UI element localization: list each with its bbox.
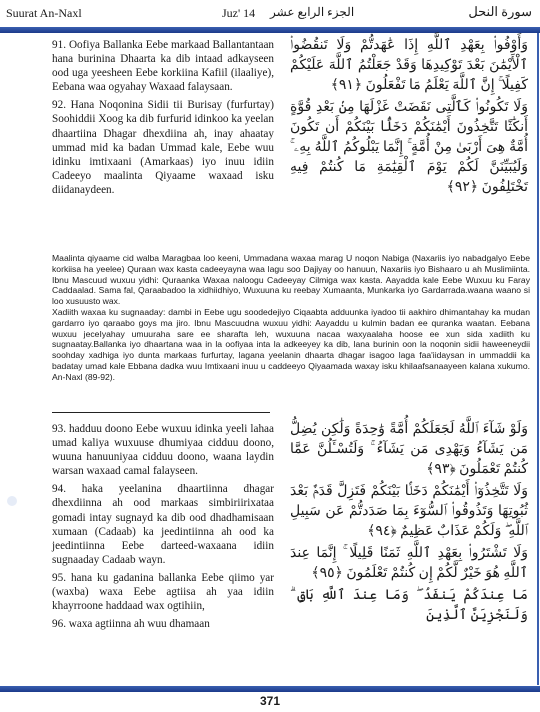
verse-96-translation: 96. waxa agtiinna ah wuu dhamaan <box>52 618 210 631</box>
commentary <box>52 253 530 383</box>
translation-block-top <box>52 38 274 201</box>
verse-96-arabic: مَا عِندَكُمْ يَنفَدُ ۖ وَمَا عِندَ ٱللَّهِ بَاقٍ ۗ وَلَنَجْزِيَنَّ ٱلَّذِينَ <box>290 588 528 623</box>
surah-name: Suurat An-Naxl <box>6 6 82 20</box>
surah-name-arabic: سورة النحل <box>468 4 532 19</box>
verse-93-arabic: وَلَوْ شَآءَ ٱللَّهُ لَجَعَلَكُمْ أُمَّةً وَٰحِدَةً وَلَٰكِن يُضِلُّ مَن يَشَآءُ وَيَهْدِى مَن يَشَآءُ ۚ وَلَتُسْـَٔلُنَّ عَمَّا كُنتُمْ تَعْمَلُونَ ﴿٩٣﴾ <box>290 422 528 477</box>
arabic-block-bottom <box>290 420 528 628</box>
verse-93-translation: 93. hadduu doono Eebe wuxuu idinka yeeli lahaa umad kaliya wuxuuse dhumiyaa cidduu doono, wuuna hanuuniyaa cidduu doono, waana laydin warsan waxaad camal falayseen. <box>52 423 274 478</box>
commentary-para-1: Maalinta qiyaame cid walba Maragbaa loo keeni, Ummadana waxaa marag U noqon Nabiga (Naxariis iyo nabadgalyo Eebe korkiisa ha yeelee) Quraan wax kasta cadeeyayna waa lagu soo Dajiyay oo hanuun, Naxariis iyo Bishaaro u ah Muslimiinta. Ibnu Mascuud wuxuu yidhi: Quraanka Waxaa naloogu Cadeeyay Cilmiga wax kasta. Aayadda kale Eebe Wuxuu ku Faray Caddaalad. Sama fal, Qaraabadoo la xidhiidhiyo, Wuxuuna ku reebay Xumaanta, Munkarka iyo Gardarrada.waana waano si loo xusuusto wax. <box>52 253 530 307</box>
juz-label: Juz' 14 <box>222 6 256 20</box>
page-header <box>0 0 540 28</box>
verse-92-arabic: وَلَا تَكُونُوا۟ كَٱلَّتِى نَقَضَتْ غَزْلَهَا مِنۢ بَعْدِ قُوَّةٍ أَنكَٰثًا تَتَّخِذُونَ أَيْمَٰنَكُمْ دَخَلًۢا بَيْنَكُمْ أَن تَكُونَ أُمَّةٌ هِىَ أَرْبَىٰ مِنْ أُمَّةٍ ۚ إِنَّمَا يَبْلُوكُمُ ٱللَّهُ بِهِۦ ۚ وَلَيُبَيِّنَنَّ لَكُمْ يَوْمَ ٱلْقِيَٰمَةِ مَا كُنتُمْ فِيهِ تَخْتَلِفُونَ ﴿٩٢﴾ <box>290 100 528 195</box>
verse-95-arabic: وَلَا تَشْتَرُوا۟ بِعَهْدِ ٱللَّهِ ثَمَنًا قَلِيلًا ۚ إِنَّمَا عِندَ ٱللَّهِ هُوَ خَيْرٌ لَّكُمْ إِن كُنتُمْ تَعْلَمُونَ ﴿٩٥﴾ <box>290 546 528 581</box>
footer-rule <box>0 686 540 692</box>
verse-95-translation: 95. hana ku gadanina ballanka Eebe qiimo yar (waxba) waxa Eebe agtiisa ah yaa idiin khayrroone haddaad wax ogtihiin, <box>52 571 274 613</box>
arabic-block-top <box>290 36 528 200</box>
section-divider <box>52 412 270 413</box>
page-number: 371 <box>259 694 281 708</box>
verse-94-translation: 94. haka yeelanina dhaartiinna dhagar dhexdiinna ah ood markaas simbiriirixataa gomadi intay sugnayd ka dib ood dhadhamisaan xumaan (Cadaab) ka jeedintiinna ah ood ka jeedintiinna Eebe darteed-waxaana idiin sugnaaday Cadaab wayn. <box>52 483 274 566</box>
juz-label-arabic: الجزء الرابع عشر <box>270 5 355 19</box>
side-rule <box>537 33 539 685</box>
header-rule <box>0 27 540 33</box>
translation-block-bottom <box>52 422 274 635</box>
commentary-para-2: Xadiith waxaa ku sugnaaday: dambi in Eebe ugu soodedejiyo Ciqaabta adduunka iyadoo tii aakhiro dhimantahay ka mudan gardarro iyo qaraabo goys ma jiro. Ibnu Mascuudna wuxuu yidhi: Aayaddu u kulmin badan ee quranka waatan. Eebana wuxuu jeceIyahay umuuraha sare ee sharafta leh, wuxuuna nacaa waxyaalaha hoose ee xun sida xadiith ku sugnaatay.Ballanka iyo dhaartana waa in la oofiyaa inta la adkeeyey ka dib, lana burinin oon la noqonin sidii haweeneydii soohday xadhiga iyo dunta markaas furfurtay, lagana yeelanin dhaarta dhagar isagoo laga faa'iidaysan in ummaddii ka badatay umad kale Ebbana dadka wuu Imtixaani inuu u caddeeyo Qiyaamada waxay isku khilaafsanaayeen kalana xukumo. An-Naxl (89-92). <box>52 306 530 382</box>
verse-94-arabic: وَلَا تَتَّخِذُوٓا۟ أَيْمَٰنَكُمْ دَخَلًۢا بَيْنَكُمْ فَتَزِلَّ قَدَمٌۢ بَعْدَ ثُبُوتِهَا وَتَذُوقُوا۟ ٱلسُّوٓءَ بِمَا صَدَدتُّمْ عَن سَبِيلِ ٱللَّهِ ۖ وَلَكُمْ عَذَابٌ عَظِيمٌ ﴿٩٤﴾ <box>290 484 528 539</box>
verse-92-translation: 92. Hana Noqonina Sidii tii Burisay (furfurtay) Soohiddii Xoog ka dib furfurid idinkoo ka yeelan dhaartiina Dhagar dhexdiina ah, inay ahaatay ummad mid ka badan Ummad kale, Eebe wuu idinku imtixaani (Amarkaas) iyo inuu idiin Cadeeyo maalinta Qiyaame waxaad isku diidanaydeen. <box>52 99 274 196</box>
verse-91-translation: 91. Oofiya Ballanka Eebe markaad Ballantantaan hana burinina Dhaarta ka dib intaad adkayseen ood uga yeesheen Eebe korkiina Kafiil (ilaaliye), Eebana waa ogyahay Waxaad falaysaan. <box>52 39 274 94</box>
verse-91-arabic: وَأَوْفُوا۟ بِعَهْدِ ٱللَّهِ إِذَا عَٰهَدتُّمْ وَلَا تَنقُضُوا۟ ٱلْأَيْمَٰنَ بَعْدَ تَوْكِيدِهَا وَقَدْ جَعَلْتُمُ ٱللَّهَ عَلَيْكُمْ كَفِيلًا ۚ إِنَّ ٱللَّهَ يَعْلَمُ مَا تَفْعَلُونَ ﴿٩١﴾ <box>290 38 528 93</box>
margin-mark <box>7 496 17 506</box>
